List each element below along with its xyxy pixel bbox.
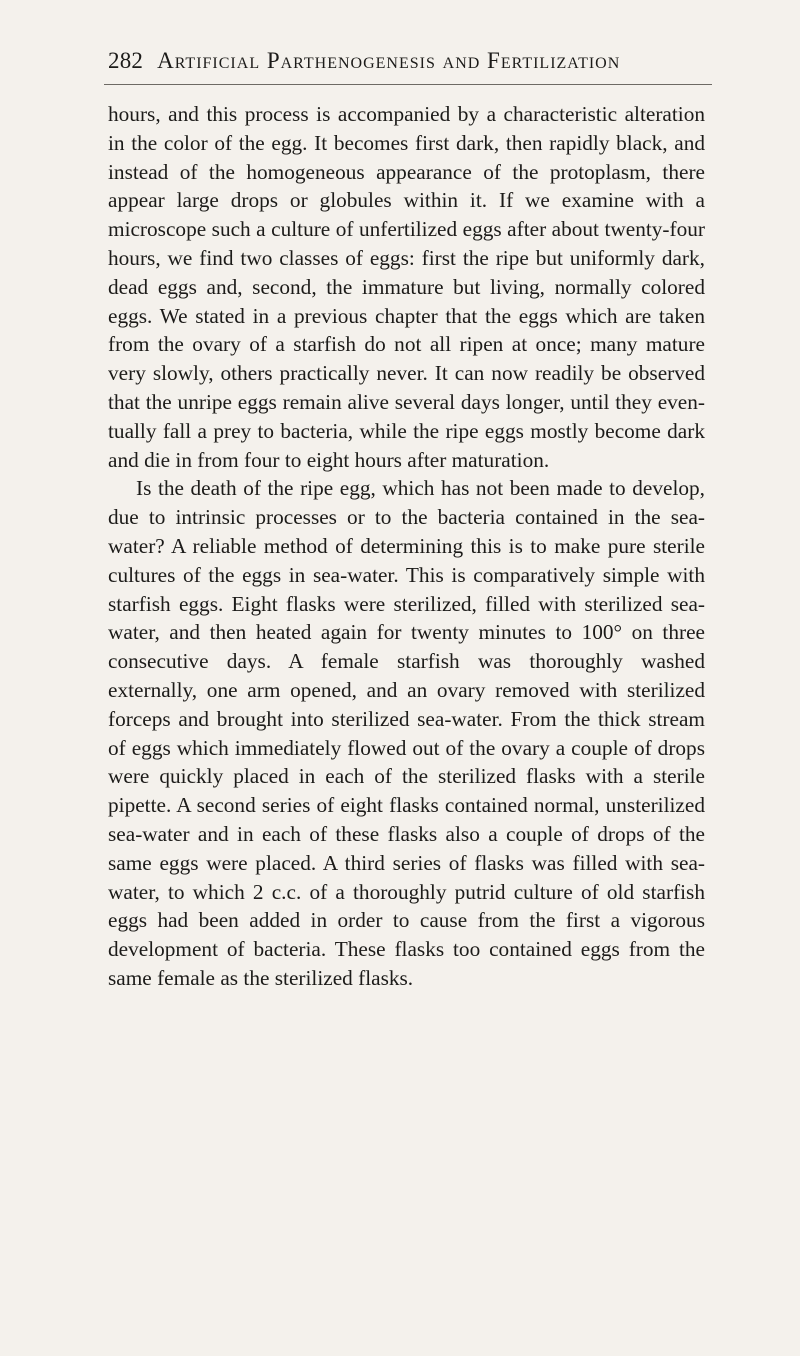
header-rule — [104, 84, 712, 85]
paragraph: Is the death of the ripe egg, which has not been made to develop, due to intrinsic processes or to the bacteria contained in the sea-water? A reliable method of determining this is to make pure sterile cultures of the eggs in sea-water. This is comparatively simple with starfish eggs. Eight flasks were sterilized, filled with sterilized sea-water, and then heated again for twenty minutes to 100° on three consecutive days. A female starfish was thoroughly washed externally, one arm opened, and an ovary removed with sterilized forceps and brought into sterilized sea-water. From the thick stream of eggs which immediately flowed out of the ovary a couple of drops were quickly placed in each of the sterilized flasks with a sterile pipette. A second series of eight flasks contained normal, unsterilized sea-water and in each of these flasks also a couple of drops of the same eggs were placed. A third series of flasks was filled with sea-water, to which 2 c.c. of a thoroughly putrid culture of old starfish eggs had been added in order to cause from the first a vigorous development of bacteria. These flasks too contained eggs from the same female as the sterilized flasks. — [108, 476, 705, 990]
running-title: Artificial Parthenogenesis and Fertilization — [157, 48, 621, 73]
page-number: 282 — [108, 48, 144, 73]
paragraph-continued: hours, and this process is accompanied by a characteristic alteration in the color of the egg. It becomes first dark, then rapidly black, and instead of the homogeneous appearance of the protoplasm, there appear large drops or globules within it. If we examine with a microscope such a culture of unfertilized eggs after about twenty-four hours, we find two classes of eggs: first the ripe but uniformly dark, dead eggs and, second, the immature but living, normally colored eggs. We stated in a previous chapter that the eggs which are taken from the ovary of a starfish do not all ripen at once; many mature very slowly, others practically never. It can now readily be observed that the unripe eggs remain alive several days longer, until they even-tually fall a prey to bacteria, while the ripe eggs mostly become dark and die in from four to eight hours after maturation. — [108, 102, 705, 472]
body-text — [108, 100, 705, 993]
running-head — [108, 44, 704, 78]
